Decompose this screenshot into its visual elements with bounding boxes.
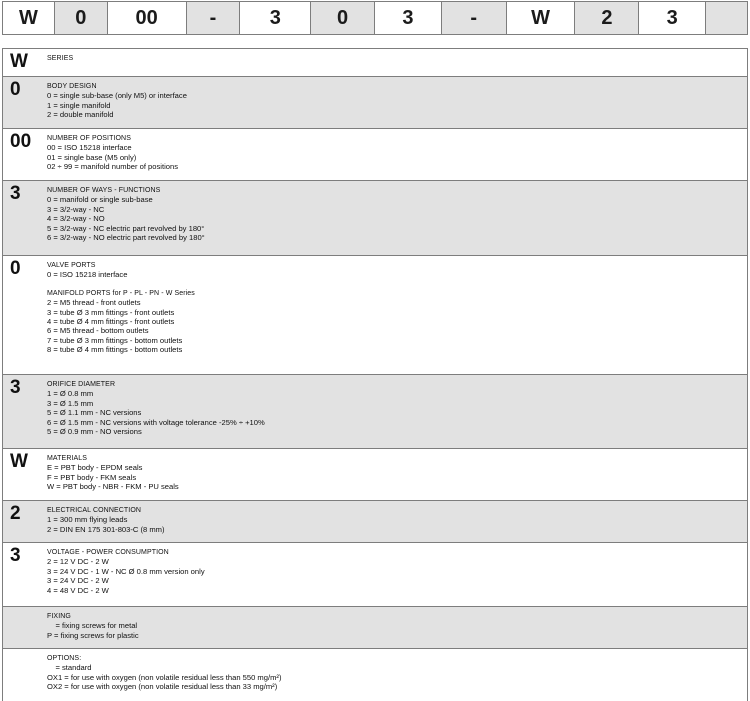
code-cell-materials: W xyxy=(507,2,576,34)
key-body xyxy=(41,181,747,255)
key-line: 3 = 24 V DC - 2 W xyxy=(47,576,109,586)
key-title: BODY DESIGN xyxy=(47,83,97,90)
key-line: 6 = 3/2-way - NO electric part revolved by 180° xyxy=(47,233,205,243)
key-line: 1 = single manifold xyxy=(47,100,111,110)
key-body xyxy=(41,649,747,701)
key-body xyxy=(41,449,747,500)
key-body xyxy=(41,607,747,648)
key-line: 3 = tube Ø 3 mm fittings - front outlets xyxy=(47,307,175,317)
code-cell-voltage: 3 xyxy=(639,2,706,34)
key-line: 6 = Ø 1.5 mm - NC versions with voltage tolerance -25% ÷ +10% xyxy=(47,417,265,427)
key-title: FIXING xyxy=(47,613,71,620)
key-code xyxy=(3,607,41,648)
key-title: VALVE PORTS xyxy=(47,262,96,269)
key-code: 3 xyxy=(10,377,21,398)
key-line: 2 = double manifold xyxy=(47,110,114,120)
key-line: = fixing screws for metal xyxy=(47,621,138,631)
key-row-voltage xyxy=(3,543,747,607)
key-row-body-design xyxy=(3,77,747,129)
key-row-series xyxy=(3,49,747,77)
key-line: W = PBT body - NBR - FKM - PU seals xyxy=(47,482,179,492)
key-line: 5 = 3/2-way - NC electric part revolved by 180° xyxy=(47,223,205,233)
key-body xyxy=(41,256,747,374)
key-line: 1 = 300 mm flying leads xyxy=(47,515,128,525)
key-row-fixing xyxy=(3,607,747,649)
key-row-electrical-connection xyxy=(3,501,747,543)
key-code: 2 xyxy=(10,503,21,524)
key-line: 2 = M5 thread - front outlets xyxy=(47,298,141,308)
code-cell-body-design: 0 xyxy=(55,2,108,34)
code-key-table xyxy=(2,48,748,701)
key-title: OPTIONS: xyxy=(47,655,82,662)
key-code: 0 xyxy=(10,258,21,279)
code-cell-orifice: 3 xyxy=(375,2,442,34)
key-title: VOLTAGE - POWER CONSUMPTION xyxy=(47,549,169,556)
key-title: ORIFICE DIAMETER xyxy=(47,381,116,388)
key-line: 00 = ISO 15218 interface xyxy=(47,143,132,153)
key-line: E = PBT body - EPDM seals xyxy=(47,463,143,473)
key-line: 6 = M5 thread - bottom outlets xyxy=(47,326,149,336)
code-cell-ways: 3 xyxy=(240,2,311,34)
key-body xyxy=(41,49,747,76)
key-title: NUMBER OF WAYS - FUNCTIONS xyxy=(47,187,161,194)
key-line: 4 = tube Ø 4 mm fittings - front outlets xyxy=(47,317,175,327)
key-row-positions xyxy=(3,129,747,181)
key-code: W xyxy=(10,451,28,472)
key-code xyxy=(3,649,41,701)
key-line: = standard xyxy=(47,663,92,673)
key-title: ELECTRICAL CONNECTION xyxy=(47,507,142,514)
key-line: OX1 = for use with oxygen (non volatile residual less than 550 mg/m²) xyxy=(47,672,282,682)
code-cell-options xyxy=(706,2,747,34)
key-row-orifice-diameter xyxy=(3,375,747,449)
key-code: 0 xyxy=(10,79,21,100)
key-body xyxy=(41,77,747,128)
code-cell-series: W xyxy=(3,2,55,34)
key-line: 1 = Ø 0.8 mm xyxy=(47,389,94,399)
key-line: 01 = single base (M5 only) xyxy=(47,152,137,162)
code-cell-connection: 2 xyxy=(575,2,639,34)
key-line: 0 = single sub-base (only M5) or interface xyxy=(47,91,187,101)
key-code: 00 xyxy=(10,131,32,152)
key-row-ports xyxy=(3,256,747,375)
key-line: OX2 = for use with oxygen (non volatile residual less than 33 mg/m²) xyxy=(47,682,278,692)
key-code: 3 xyxy=(10,545,21,566)
key-body xyxy=(41,543,747,606)
key-code: W xyxy=(10,51,28,72)
key-line: P = fixing screws for plastic xyxy=(47,630,139,640)
key-body xyxy=(41,501,747,542)
key-row-ways-functions xyxy=(3,181,747,256)
key-body xyxy=(41,129,747,180)
key-line: 3 = 24 V DC - 1 W - NC Ø 0.8 mm version only xyxy=(47,566,205,576)
key-line: 02 ÷ 99 = manifold number of positions xyxy=(47,162,179,172)
key-line: 0 = manifold or single sub-base xyxy=(47,195,153,205)
code-cell-positions: 00 xyxy=(108,2,187,34)
key-row-options xyxy=(3,649,747,701)
key-title: MATERIALS xyxy=(47,455,88,462)
key-line: 4 = 48 V DC - 2 W xyxy=(47,585,109,595)
key-row-materials xyxy=(3,449,747,501)
key-line: 8 = tube Ø 4 mm fittings - bottom outlets xyxy=(47,345,183,355)
key-line: 4 = 3/2-way - NO xyxy=(47,214,105,224)
key-line: 3 = 3/2-way - NC xyxy=(47,204,105,214)
key-body xyxy=(41,375,747,448)
key-line: 0 = ISO 15218 interface xyxy=(47,270,128,280)
key-code: 3 xyxy=(10,183,21,204)
key-title: MANIFOLD PORTS for P - PL - PN - W Series xyxy=(47,289,195,297)
code-cell-separator-1: - xyxy=(187,2,241,34)
key-line: 2 = DIN EN 175 301-803-C (8 mm) xyxy=(47,524,165,534)
key-line: 5 = Ø 0.9 mm - NO versions xyxy=(47,427,142,437)
key-title: NUMBER OF POSITIONS xyxy=(47,135,131,142)
key-line: 5 = Ø 1.1 mm - NC versions xyxy=(47,408,142,418)
block-gap xyxy=(47,280,747,289)
key-line: F = PBT body - FKM seals xyxy=(47,472,137,482)
key-line: 2 = 12 V DC - 2 W xyxy=(47,557,109,567)
code-cell-separator-2: - xyxy=(442,2,507,34)
code-cell-valve-ports: 0 xyxy=(311,2,375,34)
key-title: SERIES xyxy=(47,55,74,62)
key-line: 7 = tube Ø 3 mm fittings - bottom outlets xyxy=(47,335,183,345)
product-code-strip xyxy=(2,1,748,35)
key-line: 3 = Ø 1.5 mm xyxy=(47,398,94,408)
